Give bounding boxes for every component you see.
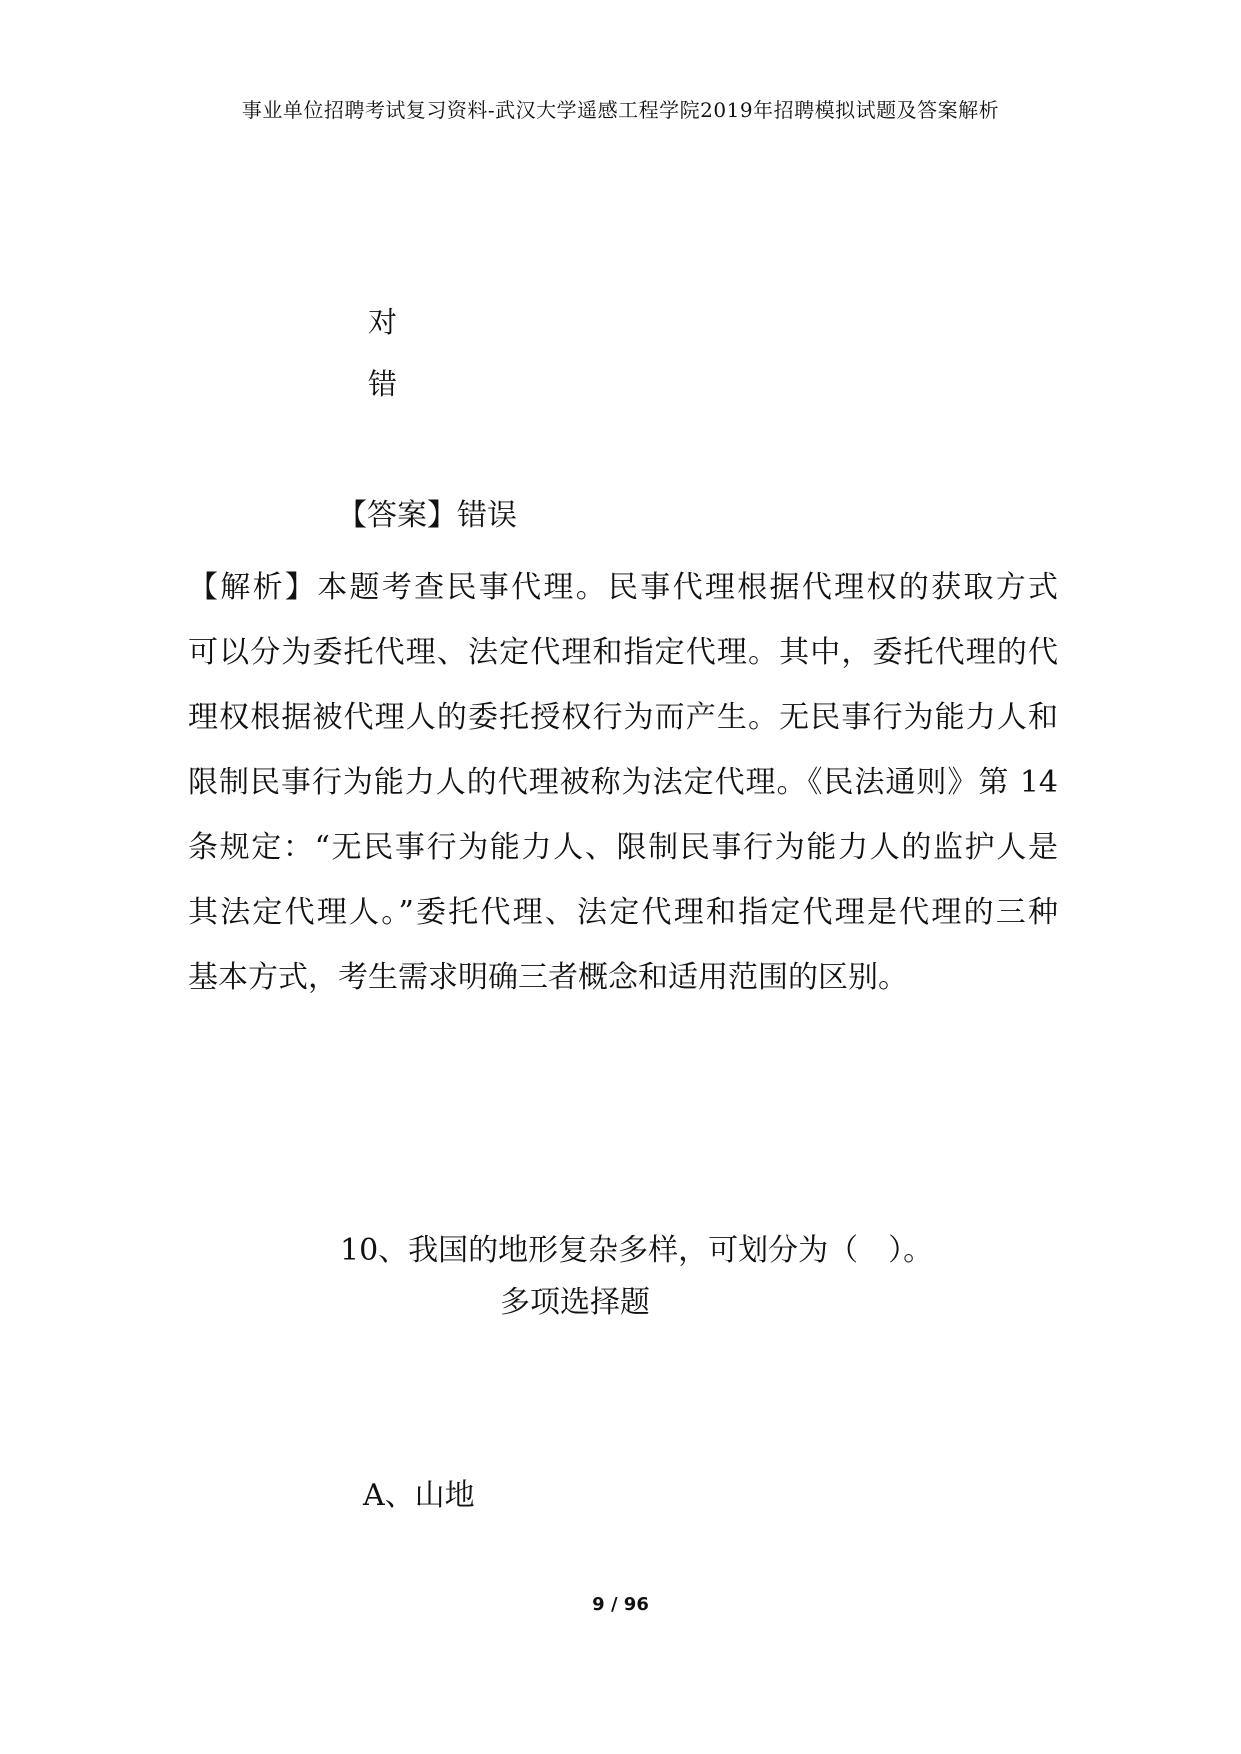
analysis-line: 基本方式，考生需求明确三者概念和适用范围的区别。 (188, 960, 908, 995)
analysis-line: 理权根据被代理人的委托授权行为而产生。无民事行为能力人和 (188, 700, 1058, 735)
option-false: 错 (368, 367, 398, 401)
page-header-title: 事业单位招聘考试复习资料-武汉大学遥感工程学院2019年招聘模拟试题及答案解析 (241, 98, 1000, 122)
question-type-label: 多项选择题 (500, 1285, 650, 1320)
analysis-line: 可以分为委托代理、法定代理和指定代理。其中，委托代理的代 (188, 635, 1058, 670)
analysis-paragraph (188, 555, 1058, 1010)
choice-a: A、山地 (363, 1478, 475, 1513)
answer-line: 【答案】错误 (337, 498, 517, 533)
question-10-stem: 10、我国的地形复杂多样，可划分为（ ）。 (340, 1233, 934, 1268)
option-true: 对 (368, 305, 398, 339)
page-number: 9 / 96 (592, 1594, 649, 1615)
analysis-line: 其法定代理人。”委托代理、法定代理和指定代理是代理的三种 (188, 895, 1058, 930)
analysis-line: 条规定：“无民事行为能力人、限制民事行为能力人的监护人是 (188, 830, 1058, 865)
analysis-line: 限制民事行为能力人的代理被称为法定代理。《民法通则》第 14 (188, 765, 1058, 800)
analysis-line: 【解析】本题考查民事代理。民事代理根据代理权的获取方式 (188, 570, 1058, 605)
